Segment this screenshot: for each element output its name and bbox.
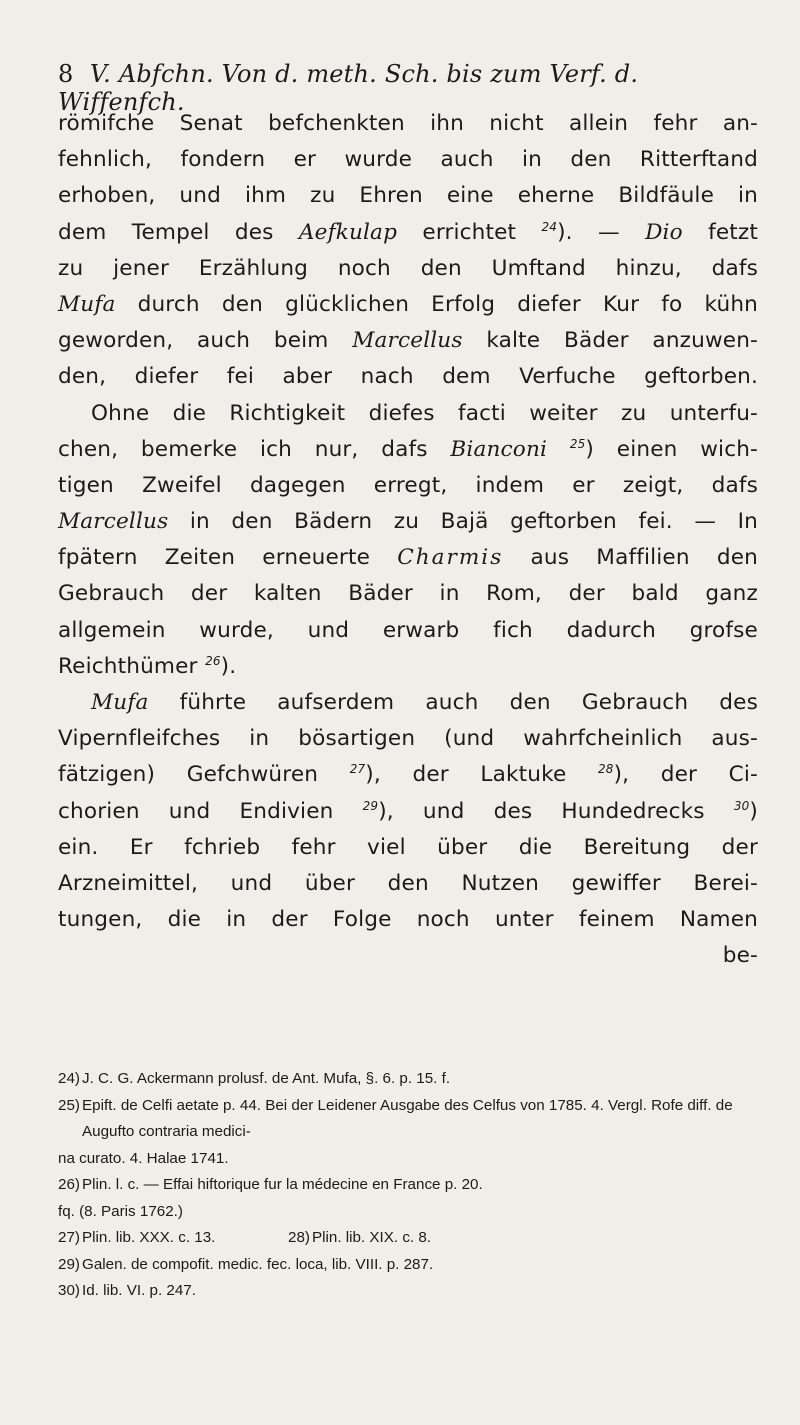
text-run: ), der Ci- <box>613 762 758 788</box>
text-line <box>58 830 758 866</box>
footnote-number: 26) <box>58 1176 80 1193</box>
text-line <box>58 613 758 649</box>
text-run: den, diefer fei aber nach dem Verfuche geftorben. <box>58 364 758 390</box>
footnote-24 <box>58 1066 758 1093</box>
footnote-reference: 25 <box>569 436 586 451</box>
text-run: kalte Bäder anzuwen- <box>462 328 758 354</box>
footnote-28 <box>288 1229 431 1246</box>
text-run <box>547 437 570 462</box>
text-run: ). — <box>557 219 646 245</box>
footnote-26 <box>58 1172 758 1199</box>
text-run: Marcellus <box>58 509 169 535</box>
text-run: Charmis <box>397 545 504 571</box>
text-run: führte aufserdem auch den Gebrauch des <box>148 690 758 715</box>
text-run: fetzt <box>682 219 758 245</box>
text-run: chen, bemerke ich nur, dafs <box>58 436 451 462</box>
text-line <box>58 432 758 468</box>
text-run: Marcellus <box>352 328 463 354</box>
footnote-reference: 26 <box>205 653 221 668</box>
text-run: Dio <box>645 219 683 245</box>
footnote-text: Plin. lib. XXX. c. 13. <box>82 1229 216 1246</box>
text-run: fpätern Zeiten erneuerte <box>58 545 398 571</box>
footnote-text: Plin. lib. XIX. c. 8. <box>312 1229 432 1246</box>
text-run: aus Maffilien den <box>503 545 758 571</box>
text-run: be- <box>722 943 758 969</box>
text-line <box>58 794 758 830</box>
footnote-number: 28) <box>288 1229 310 1246</box>
text-run: Arzneimittel, und über den Nutzen gewiffer Berei- <box>58 870 758 896</box>
page-number: 8 <box>58 60 74 88</box>
text-line <box>58 721 758 757</box>
text-line <box>58 251 758 287</box>
text-run: fätzigen) Gefchwüren <box>58 762 350 788</box>
text-line <box>58 287 758 323</box>
footnote-25-continued <box>58 1146 758 1173</box>
text-line <box>58 576 758 612</box>
text-run: allgemein wurde, und erwarb fich dadurch grofse <box>58 617 758 643</box>
text-run: tungen, die in der Folge noch unter feinem Namen <box>58 907 758 933</box>
text-line <box>58 649 758 685</box>
footnote-reference: 29 <box>362 798 379 813</box>
text-line <box>58 396 758 432</box>
text-run: zu jener Erzählung noch den Umftand hinzu, dafs <box>58 255 758 281</box>
footnote-number: 24) <box>58 1070 80 1087</box>
text-run: ) <box>749 798 758 824</box>
text-run: ), und des Hundedrecks <box>378 798 734 824</box>
text-run: Gebrauch der kalten Bäder in Rom, der bald ganz <box>58 581 758 607</box>
text-run: Reichthümer <box>58 653 206 679</box>
footnote-reference: 28 <box>597 762 614 777</box>
footnote-text: Id. lib. VI. p. 247. <box>82 1282 196 1299</box>
text-run: Mufa <box>91 690 149 715</box>
text-run: ein. Er fchrieb fehr viel über die Bereitung der <box>58 834 758 860</box>
text-run: Mufa <box>58 291 116 317</box>
text-run: in den Bädern zu Bajä geftorben fei. — In <box>168 509 758 535</box>
text-run: errichtet <box>397 219 542 245</box>
footnote-text: fq. (8. Paris 1762.) <box>58 1202 183 1220</box>
footnote-30 <box>58 1278 758 1305</box>
footnote-25 <box>58 1093 758 1146</box>
footnote-26-continued <box>58 1199 758 1226</box>
text-line <box>58 902 758 938</box>
text-line <box>58 866 758 902</box>
text-line <box>58 685 758 721</box>
footnote-number: 30) <box>58 1282 80 1299</box>
text-run: ). <box>220 653 237 679</box>
main-text <box>58 106 758 975</box>
footnote-text: na curato. 4. Halae 1741. <box>58 1149 229 1167</box>
text-run: ) einen wich- <box>585 436 758 462</box>
header-title: V. Abfchn. Von d. meth. Sch. bis zum Verf. d. Wiffenfch. <box>58 60 639 116</box>
text-run: Vipernfleifches in bösartigen (und wahrfcheinlich aus- <box>58 726 758 752</box>
footnote-27 <box>58 1225 288 1252</box>
text-line <box>58 142 758 178</box>
text-run: erhoben, und ihm zu Ehren eine eherne Bildfäule in <box>58 183 758 209</box>
footnote-reference: 24 <box>541 219 558 234</box>
text-line <box>58 359 758 395</box>
text-run: römifche Senat befchenkten ihn nicht allein fehr an- <box>58 111 758 136</box>
footnote-reference: 27 <box>349 762 366 777</box>
footnotes <box>58 1066 758 1305</box>
text-line <box>58 540 758 576</box>
footnote-number: 25) <box>58 1096 80 1114</box>
text-run: tigen Zweifel dagegen erregt, indem er zeigt, dafs <box>58 472 758 498</box>
text-run: chorien und Endivien <box>58 798 363 824</box>
text-line <box>58 757 758 793</box>
text-run: durch den glücklichen Erfolg diefer Kur fo kühn <box>115 291 758 317</box>
footnote-number: 27) <box>58 1229 80 1246</box>
text-line <box>58 215 758 251</box>
text-run: Ohne die Richtigkeit diefes facti weiter zu unterfu- <box>91 400 758 426</box>
footnote-reference: 30 <box>733 798 750 813</box>
text-line <box>58 106 758 142</box>
text-run: Aefkulap <box>298 219 398 245</box>
text-line <box>58 468 758 504</box>
footnote-29 <box>58 1252 758 1279</box>
footnote-text: J. C. G. Ackermann prolusf. de Ant. Mufa, §. 6. p. 15. f. <box>82 1070 451 1087</box>
text-run: geworden, auch beim <box>58 328 353 354</box>
footnote-text: Galen. de compofit. medic. fec. loca, lib. VIII. p. 287. <box>82 1255 434 1273</box>
footnote-number: 29) <box>58 1255 80 1273</box>
text-run: fehnlich, fondern er wurde auch in den Ritterftand <box>58 147 758 173</box>
text-run: Bianconi <box>450 436 548 462</box>
footnote-text: Plin. l. c. — Effai hiftorique fur la médecine en France p. 20. <box>82 1176 483 1193</box>
text-line <box>58 323 758 359</box>
text-line <box>58 504 758 540</box>
text-run: ), der Laktuke <box>365 762 598 788</box>
footnote-text: Epift. de Celfi aetate p. 44. Bei der Leidener Ausgabe des Celfus von 1785. 4. Vergl. Rofe diff. de Augufto contraria medici- <box>82 1096 733 1140</box>
text-run: dem Tempel des <box>58 219 299 245</box>
footnote-row-27-28 <box>58 1225 758 1252</box>
text-line <box>58 178 758 214</box>
text-line <box>58 938 758 974</box>
